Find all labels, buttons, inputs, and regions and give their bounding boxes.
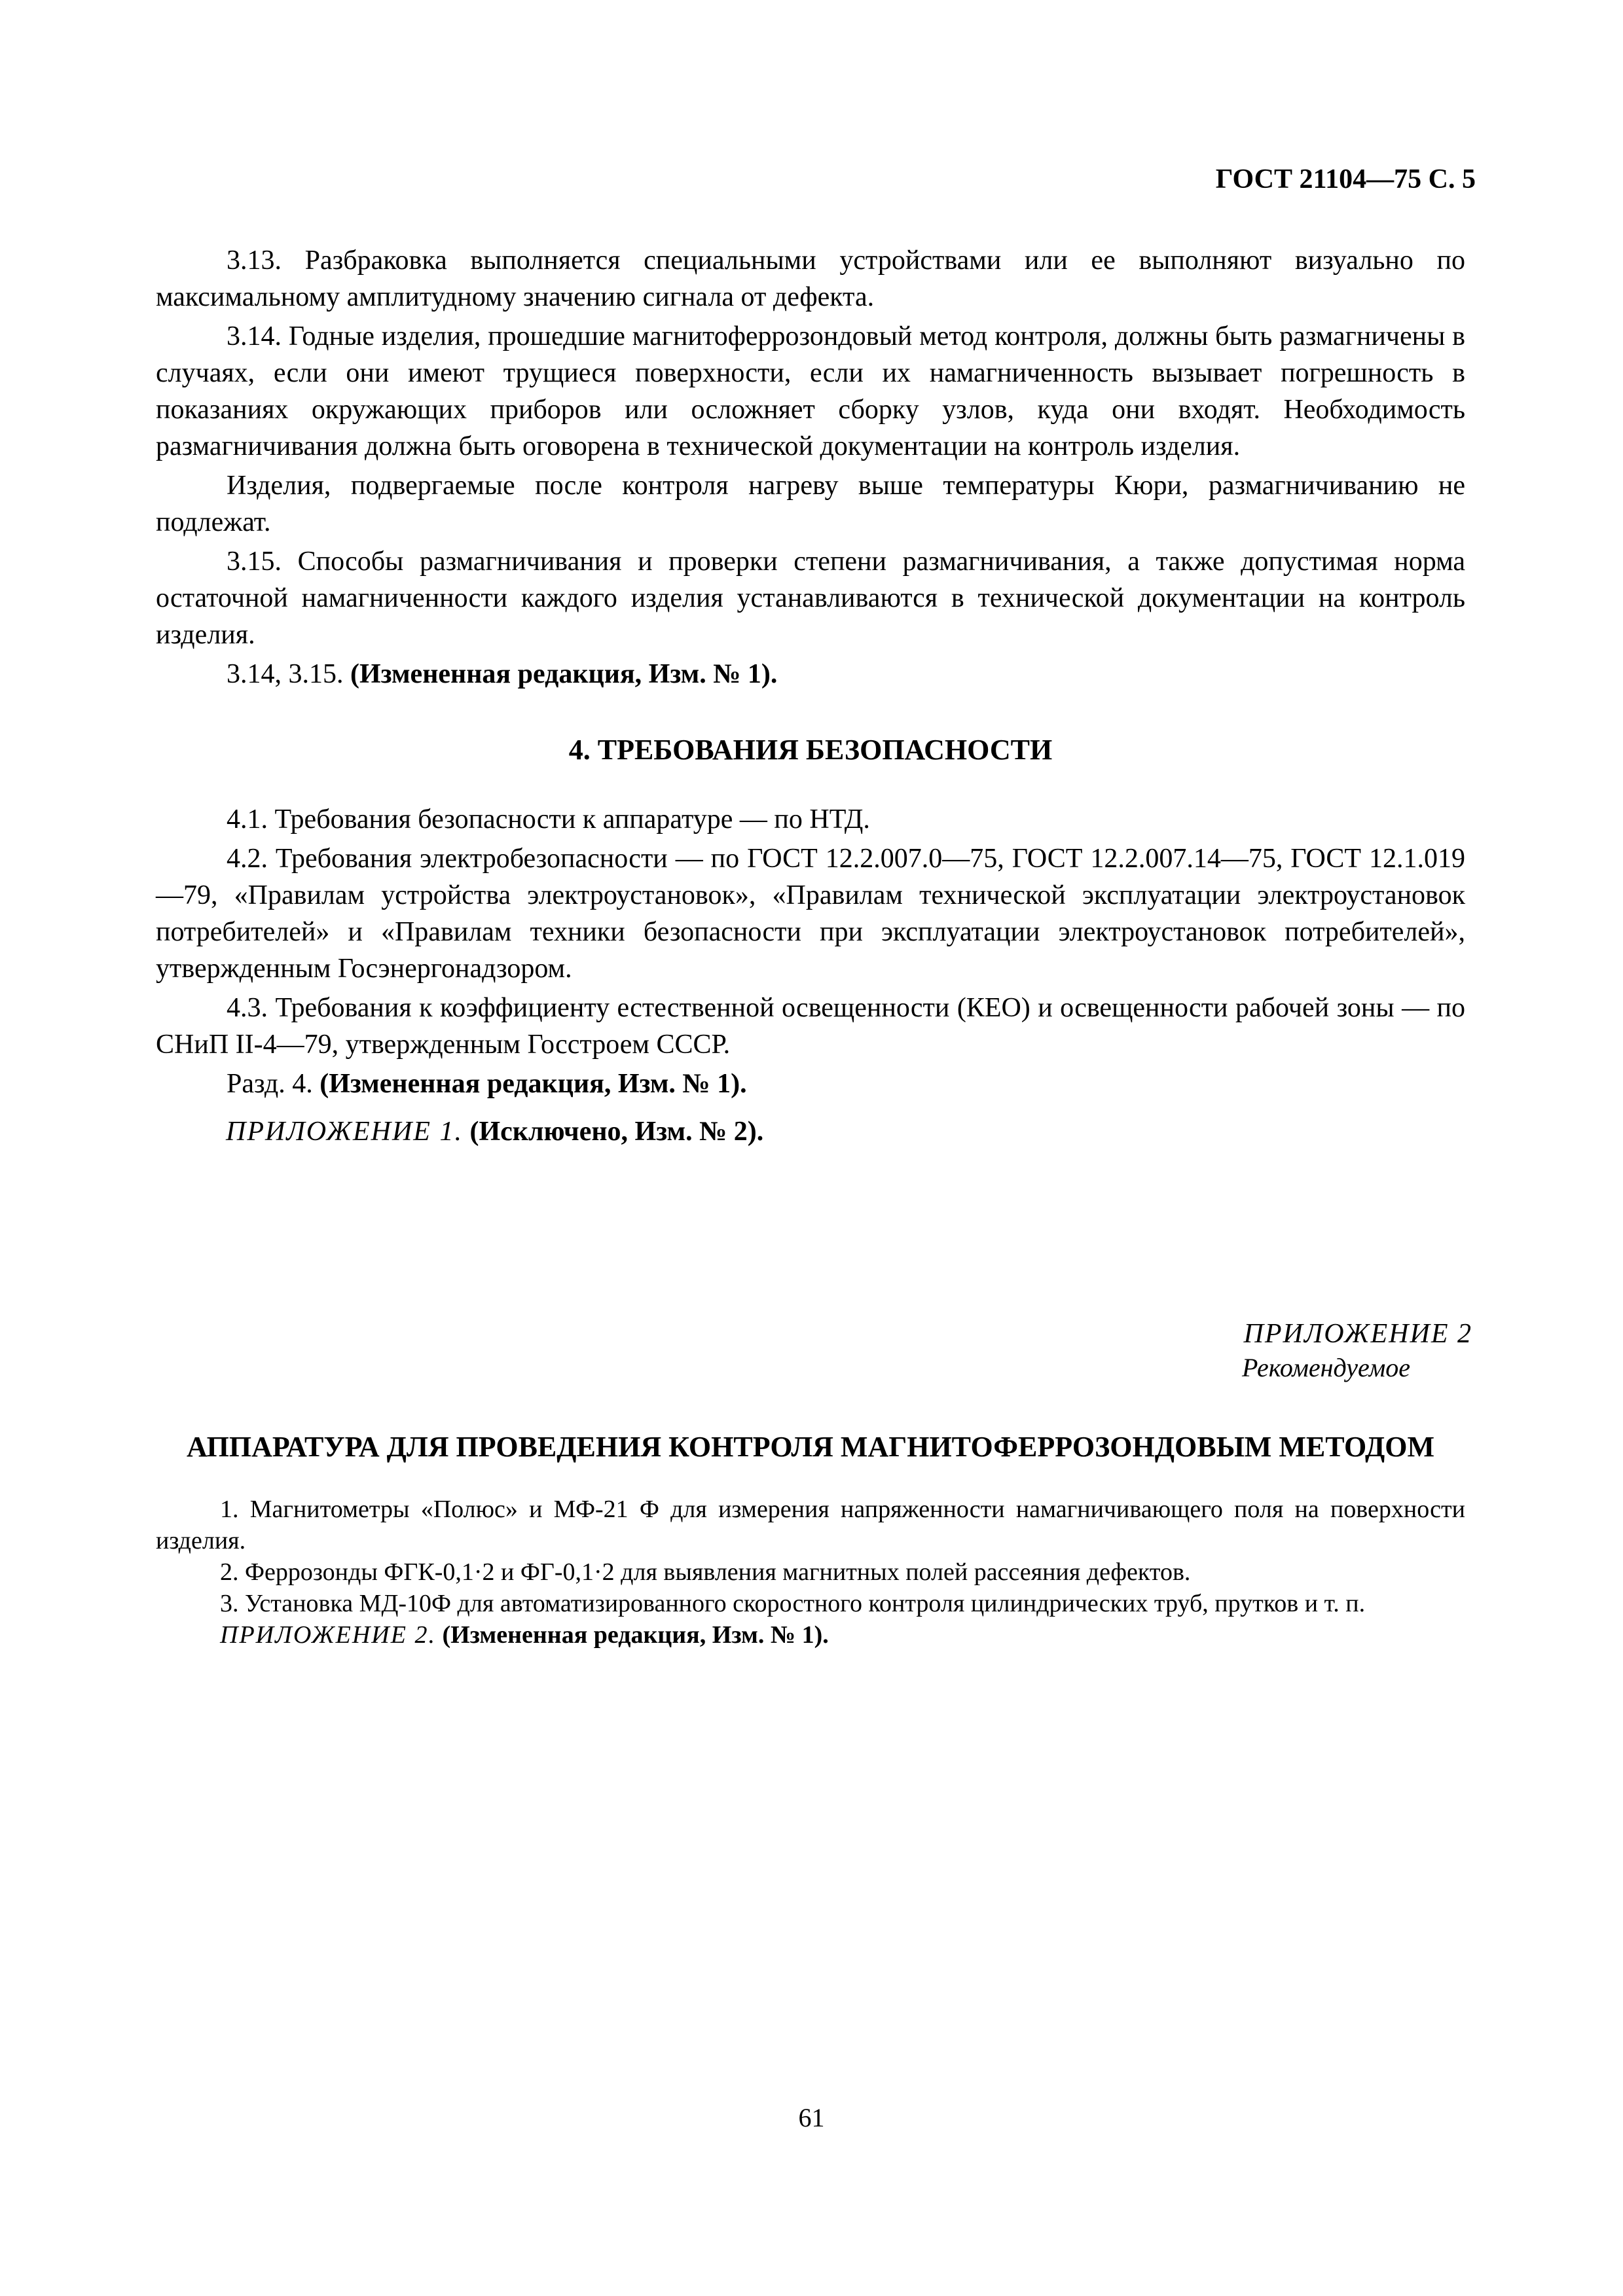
main-text-block — [156, 242, 1465, 1102]
appendix-2-body — [156, 1494, 1465, 1651]
revision-text: (Измененная редакция, Изм. № 1). — [350, 659, 778, 689]
appendix-1-status: (Исключено, Изм. № 2). — [462, 1117, 764, 1147]
paragraph-4-1: 4.1. Требования безопасности к аппаратуре — по НТД. — [227, 804, 870, 834]
revision-note-section-3 — [156, 656, 1465, 692]
revision-prefix: Разд. 4. — [227, 1069, 320, 1099]
appendix-2-label-block — [1242, 1317, 1472, 1385]
page-number: 61 — [798, 2103, 825, 2132]
appendix-1-label: ПРИЛОЖЕНИЕ 1. — [226, 1117, 463, 1147]
paragraph-3-15: 3.15. Способы размагничивания и проверки степени размагничивания, а также допустимая норма остаточной намагниченности каждого изделия устанавливаются в технической документации на контроль изделия. — [156, 547, 1465, 650]
appendix-2-status: Рекомендуемое — [1241, 1353, 1410, 1382]
appendix-2-revision-label: ПРИЛОЖЕНИЕ 2. — [220, 1621, 436, 1649]
paragraph-4-3: 4.3. Требования к коэффициенту естественной освещенности (КЕО) и освещенности рабочей зоны — по СНиП II-4—79, утвержденным Госстроем СССР. — [156, 993, 1465, 1060]
appendix-2-revision-note — [156, 1619, 1465, 1651]
appendix-2-item-2: 2. Феррозонды ФГК-0,1·2 и ФГ-0,1·2 для выявления магнитных полей рассеяния дефектов. — [220, 1558, 1191, 1586]
paragraph-3-13: 3.13. Разбраковка выполняется специальными устройствами или ее выполняют визуально по максимальному амплитудному значению сигнала от дефекта. — [156, 245, 1465, 312]
document-reference: ГОСТ 21104—75 С. 5 — [1215, 164, 1476, 194]
paragraph-3-14: 3.14. Годные изделия, прошедшие магнитоферрозондовый метод контроля, должны быть размагничены в случаях, если они имеют трущиеся поверхности, если их намагниченность вызывает погрешность в показаниях окружающих приборов или осложняет сборку узлов, куда они входят. Необходимость размагничивания должна быть оговорена в технической документации на контроль изделия. — [156, 321, 1465, 461]
revision-prefix: 3.14, 3.15. — [227, 659, 350, 689]
paragraph-3-14-continued: Изделия, подвергаемые после контроля нагреву выше температуры Кюри, размагничиванию не подлежат. — [156, 471, 1465, 537]
revision-note-section-4 — [156, 1066, 1465, 1102]
appendix-2-label: ПРИЛОЖЕНИЕ 2 — [1243, 1319, 1472, 1349]
appendix-2-title: АППАРАТУРА ДЛЯ ПРОВЕДЕНИЯ КОНТРОЛЯ МАГНИТОФЕРРОЗОНДОВЫМ МЕТОДОМ — [186, 1431, 1435, 1463]
appendix-2-item-3: 3. Установка МД-10Ф для автоматизированного скоростного контроля цилиндрических труб, прутков и т. п. — [220, 1590, 1366, 1617]
appendix-1-note — [226, 1116, 763, 1147]
revision-text: (Измененная редакция, Изм. № 1). — [319, 1069, 747, 1099]
section-4-heading: 4. ТРЕБОВАНИЯ БЕЗОПАСНОСТИ — [568, 734, 1053, 766]
appendix-2-item-1: 1. Магнитометры «Полюс» и МФ-21 Ф для измерения напряженности намагничивающего поля на поверхности изделия. — [156, 1496, 1465, 1554]
paragraph-4-2: 4.2. Требования электробезопасности — по ГОСТ 12.2.007.0—75, ГОСТ 12.2.007.14—75, ГОСТ 12.1.019—79, «Правилам устройства электроустановок», «Правилам технической эксплуатации электроустановок потребителей» и «Правилам техники безопасности при эксплуатации электроустановок потребителей», утвержденным Госэнергонадзором. — [156, 844, 1465, 984]
revision-text: (Измененная редакция, Изм. № 1). — [435, 1621, 829, 1649]
